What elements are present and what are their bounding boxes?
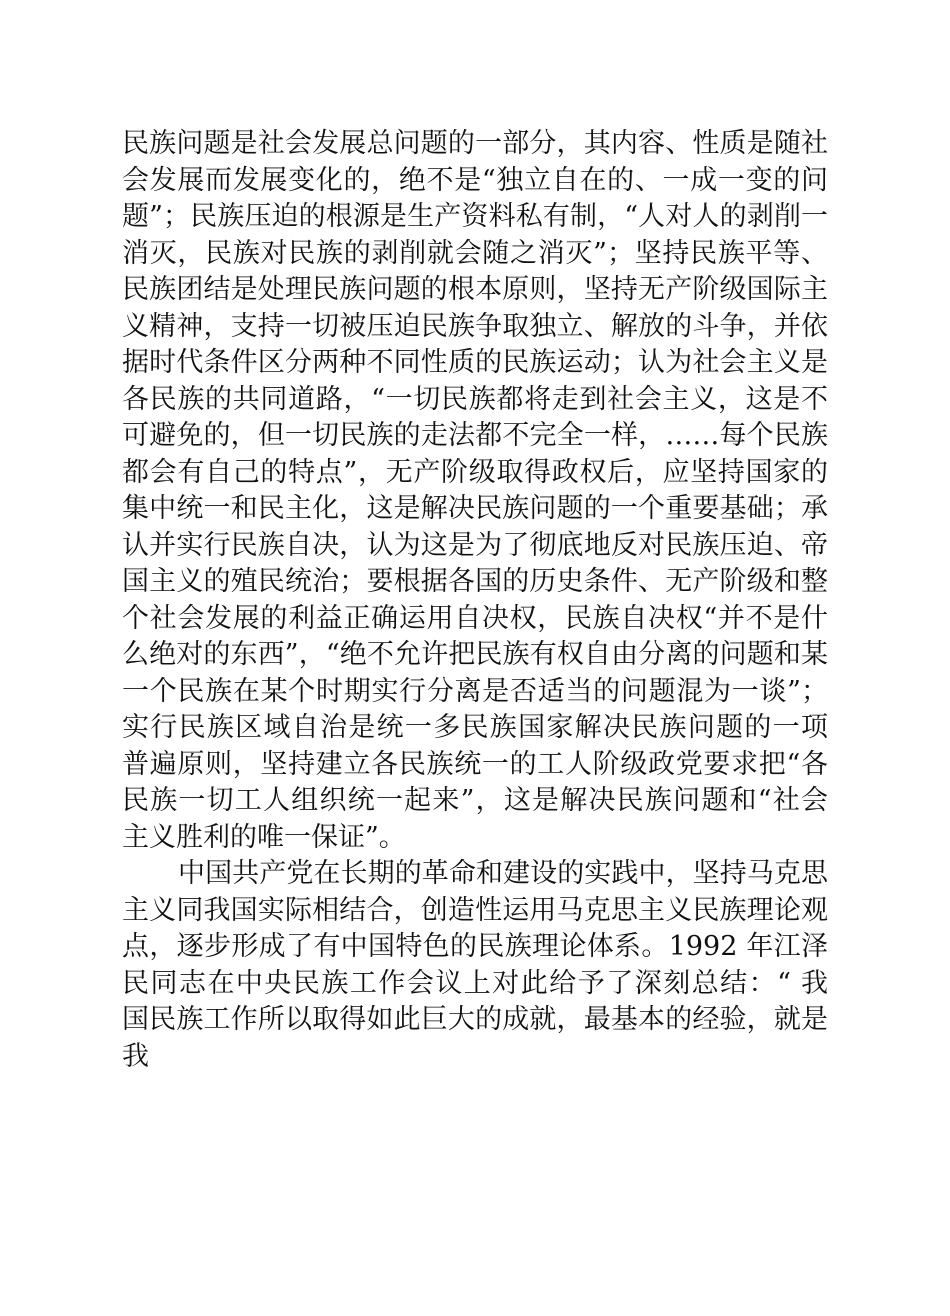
text-line: 一个民族在某个时期实行分离是否适当的问题混为一谈”； bbox=[122, 675, 828, 707]
text-line: 普遍原则，坚持建立各民族统一的工人阶级政党要求把“各 bbox=[122, 748, 828, 780]
text-line: 可避免的，但一切民族的走法都不完全一样，……每个民族 bbox=[122, 420, 828, 451]
text-line: 主义同我国实际相结合，创造性运用马克思主义民族理论观 bbox=[122, 894, 828, 926]
paragraph-end-line: 我 bbox=[122, 1040, 149, 1072]
text-line: 据时代条件区分两种不同性质的民族运动；认为社会主义是 bbox=[122, 347, 828, 378]
text-line: 认并实行民族自决，认为这是为了彻底地反对民族压迫、帝 bbox=[122, 529, 828, 561]
text-line: 国主义的殖民统治；要根据各国的历史条件、无产阶级和整 bbox=[122, 566, 828, 597]
text-line: 点，逐步形成了有中国特色的民族理论体系。1992 年江泽 bbox=[122, 931, 828, 962]
text-line: 民族一切工人组织统一起来”，这是解决民族问题和“社会 bbox=[122, 785, 828, 816]
text-line: 个社会发展的利益正确运用自决权，民族自决权“并不是什 bbox=[122, 602, 828, 634]
text-line: 实行民族区域自治是统一多民族国家解决民族问题的一项 bbox=[122, 712, 828, 743]
text-line: 都会有自己的特点”，无产阶级取得政权后，应坚持国家的 bbox=[122, 456, 828, 488]
body-text bbox=[122, 126, 828, 1075]
text-line: 题”；民族压迫的根源是生产资料私有制，“人对人的剥削一 bbox=[122, 201, 828, 232]
text-line: 消灭，民族对民族的剥削就会随之消灭”；坚持民族平等、 bbox=[122, 237, 828, 269]
paragraph-first-line: 中国共产党在长期的革命和建设的实践中，坚持马克思 bbox=[178, 858, 828, 889]
text-line: 义精神，支持一切被压迫民族争取独立、解放的斗争，并依 bbox=[122, 310, 828, 342]
text-line: 国民族工作所以取得如此巨大的成就，最基本的经验，就是 bbox=[122, 1004, 828, 1035]
text-line: 会发展而发展变化的，绝不是“独立自在的、一成一变的问 bbox=[122, 164, 828, 196]
text-line: 各民族的共同道路，“一切民族都将走到社会主义，这是不 bbox=[122, 383, 828, 415]
text-line: 民同志在中央民族工作会议上对此给予了深刻总结：“ 我 bbox=[122, 967, 828, 999]
text-line: 么绝对的东西”，“绝不允许把民族有权自由分离的问题和某 bbox=[122, 639, 828, 670]
text-line: 民族问题是社会发展总问题的一部分，其内容、性质是随社 bbox=[122, 128, 828, 159]
text-line: 集中统一和民主化，这是解决民族问题的一个重要基础；承 bbox=[122, 493, 828, 524]
text-line: 民族团结是处理民族问题的根本原则，坚持无产阶级国际主 bbox=[122, 274, 828, 305]
paragraph-end-line: 主义胜利的唯一保证”。 bbox=[122, 821, 406, 853]
